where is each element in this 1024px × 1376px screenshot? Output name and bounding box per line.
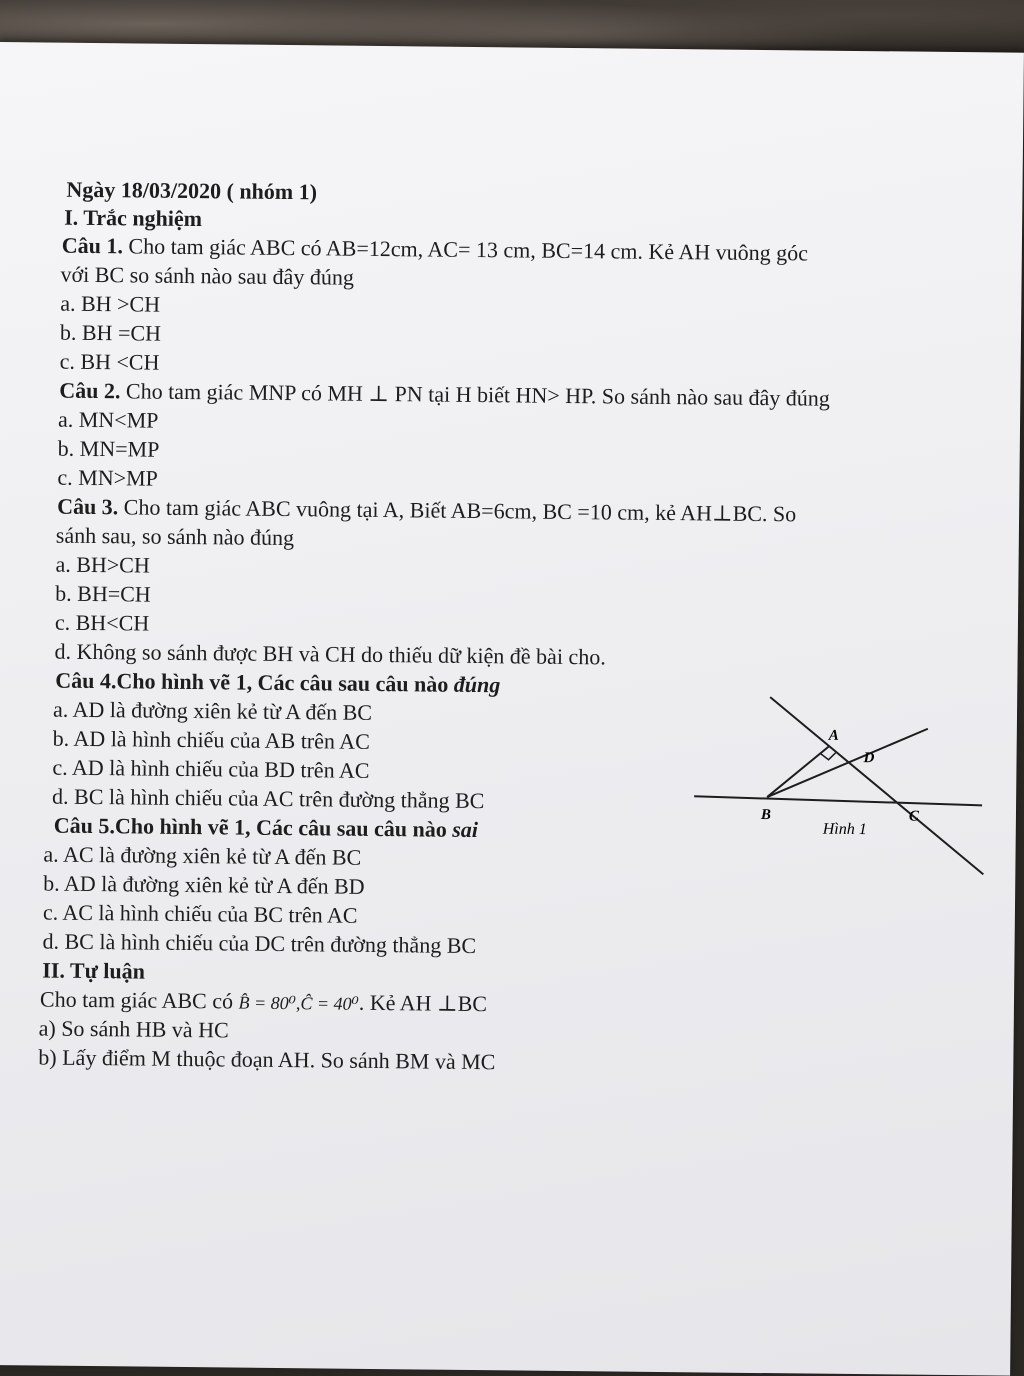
q1-option-a: a. BH >CH — [60, 290, 161, 317]
part-b: b) Lấy điểm M thuộc đoạn AH. So sánh BM và MC — [38, 1044, 496, 1075]
label-c: C — [908, 808, 920, 825]
line-bd — [767, 727, 928, 799]
q3-line-2: sánh sau, so sánh nào đúng — [55, 522, 295, 551]
q5-emphasis: sai — [452, 816, 479, 843]
q3-option-a: a. BH>CH — [55, 551, 150, 578]
q4-text: Cho hình vẽ 1, Các câu sau câu nào — [116, 668, 454, 697]
part-a: a) So sánh HB và HC — [38, 1015, 229, 1043]
q3-line-1 — [57, 494, 796, 528]
q4-emphasis: đúng — [453, 671, 501, 698]
q5-label: Câu 5. — [53, 812, 116, 839]
q1-option-c: c. BH <CH — [59, 348, 160, 375]
line-ac — [768, 697, 985, 874]
exam-paper — [0, 42, 1024, 1376]
section-2-intro: Cho tam giác ABC có B̂ = 80⁰,Ĉ = 40⁰. Kẻ AH ⊥BC — [39, 986, 488, 1017]
line-bc — [694, 796, 982, 805]
q5-line-1 — [54, 813, 478, 843]
q4-option-a: a. AD là đường xiên kẻ từ A đến BC — [52, 696, 373, 725]
date-line: Ngày 18/03/2020 ( nhóm 1) — [66, 176, 318, 205]
q5-text: Cho hình vẽ 1, Các câu sau câu nào — [114, 813, 453, 842]
q4-option-d: d. BC là hình chiếu của AC trên đường thẳng BC — [51, 783, 485, 814]
q2-label: Câu 2. — [59, 377, 121, 404]
section-2-title: II. Tự luận — [42, 957, 146, 984]
q3-option-d: d. Không so sánh được BH và CH do thiếu dữ kiện đề bài cho. — [54, 638, 606, 670]
q5-option-b: b. AD là đường xiên kẻ từ A đến BD — [43, 870, 365, 899]
q4-label: Câu 4. — [55, 667, 117, 694]
right-angle-mark-icon — [821, 753, 836, 760]
q4-option-c: c. AD là hình chiếu của BD trên AC — [52, 754, 370, 783]
q2-option-c: c. MN>MP — [57, 464, 158, 491]
figure-1 — [686, 684, 993, 877]
formula-c: Ĉ = 40⁰ — [300, 993, 359, 1014]
q4-option-b: b. AD là hình chiếu của AB trên AC — [52, 725, 370, 754]
q1-line-1 — [62, 233, 808, 267]
q1-line-2: với BC so sánh nào sau đây đúng — [60, 261, 355, 290]
formula-b: B̂ = 80⁰ — [238, 992, 297, 1014]
q5-option-a: a. AC là đường xiên kẻ từ A đến BC — [43, 841, 362, 870]
q5-option-c: c. AC là hình chiếu của BC trên AC — [42, 899, 358, 928]
q4-line-1 — [55, 668, 500, 699]
q2-option-b: b. MN=MP — [57, 435, 160, 462]
intro-end: . Kẻ AH ⊥BC — [358, 989, 488, 1017]
q1-option-b: b. BH =CH — [59, 319, 162, 346]
q2-option-a: a. MN<MP — [57, 406, 159, 433]
q3-label: Câu 3. — [57, 493, 119, 520]
q2-text: Cho tam giác MNP có MH ⊥ PN tại H biết HN> HP. So sánh nào sau đây đúng — [120, 378, 830, 411]
q5-option-d: d. BC là hình chiếu của DC trên đường thẳng BC — [42, 928, 477, 959]
label-d: D — [863, 750, 875, 767]
line-ab — [767, 745, 830, 798]
q3-option-b: b. BH=CH — [55, 580, 151, 607]
q3-option-c: c. BH<CH — [54, 609, 150, 636]
label-b: B — [760, 807, 772, 824]
q2-line-1 — [59, 378, 830, 412]
label-a: A — [828, 727, 839, 744]
section-1-title: I. Trắc nghiệm — [64, 204, 203, 232]
intro-text: Cho tam giác ABC có — [39, 986, 234, 1014]
q1-text: Cho tam giác ABC có AB=12cm, AC= 13 cm, BC=14 cm. Kẻ AH vuông góc — [122, 233, 809, 266]
figure-caption: Hình 1 — [822, 820, 867, 839]
q1-label: Câu 1. — [61, 232, 124, 259]
q3-text: Cho tam giác ABC vuông tại A, Biết AB=6cm, BC =10 cm, kẻ AH⊥BC. So — [118, 494, 797, 527]
